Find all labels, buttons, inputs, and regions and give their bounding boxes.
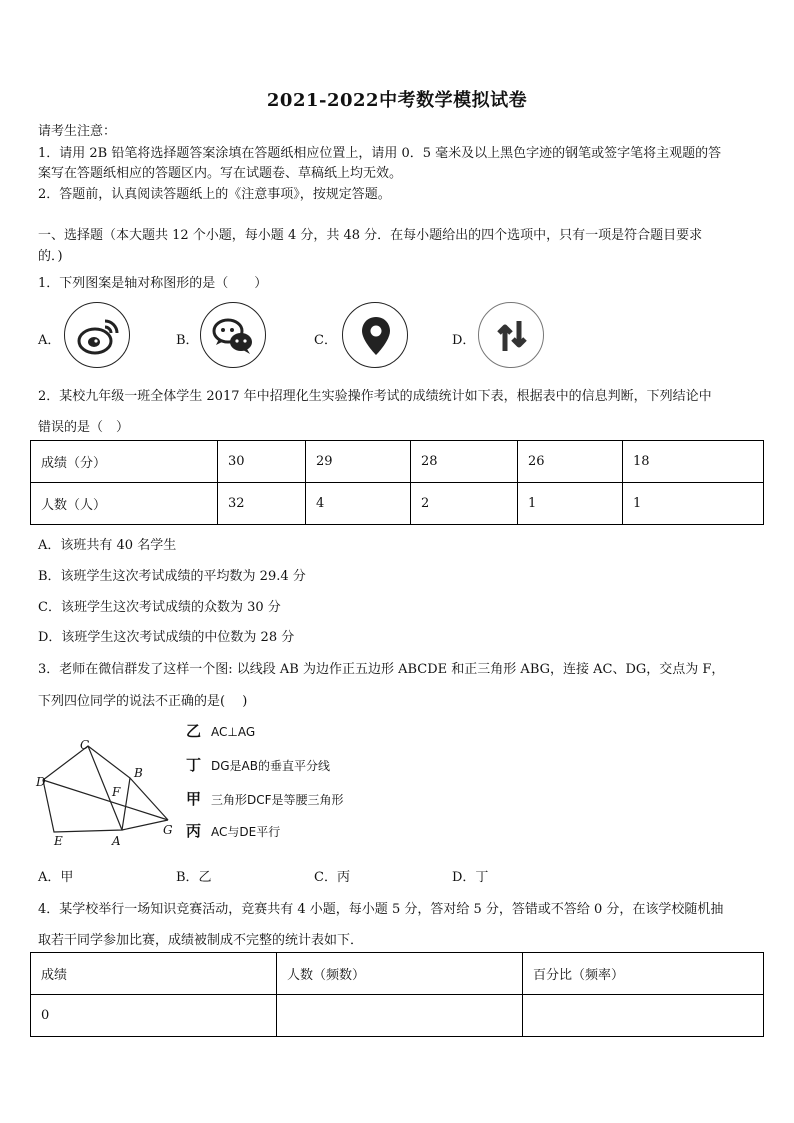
table-cell: 30 xyxy=(218,441,306,483)
table-cell: 29 xyxy=(306,441,411,483)
q2-option-a: A．该班共有 40 名学生 xyxy=(38,538,177,553)
q3-option-a: A．甲 xyxy=(38,870,74,885)
table-cell xyxy=(277,995,523,1037)
table-cell: 成绩（分） xyxy=(31,441,218,483)
statement-text: AC与DE平行 xyxy=(211,825,281,839)
notice-line-2: 2．答题前，认真阅读答题纸上的《注意事项》，按规定答题。 xyxy=(38,187,391,202)
table-cell: 4 xyxy=(306,483,411,525)
notice-line-1a: 1．请用 2B 铅笔将选择题答案涂填在答题纸相应位置上，请用 0．5 毫米及以上黑色字迹的钢笔或签字笔将主观题的答 xyxy=(38,146,722,161)
q2-score-table xyxy=(30,440,764,525)
statement-yi xyxy=(186,720,255,741)
student-name: 丁 xyxy=(186,756,202,774)
notice-heading: 请考生注意： xyxy=(38,124,117,139)
table-cell: 1 xyxy=(623,483,764,525)
statement-text: 三角形DCF是等腰三角形 xyxy=(211,793,344,807)
table-row xyxy=(31,995,764,1037)
vertex-label-d: D xyxy=(36,775,46,789)
statement-text: DG是AB的垂直平分线 xyxy=(211,759,330,773)
q2-option-c: C．该班学生这次考试成绩的众数为 30 分 xyxy=(38,600,281,615)
student-name: 丙 xyxy=(186,822,202,840)
section-heading-a: 一、选择题（本大题共 12 个小题，每小题 4 分，共 48 分．在每小题给出的四个选项中，只有一项是符合题目要求 xyxy=(38,228,703,243)
table-cell: 28 xyxy=(411,441,518,483)
table-cell: 百分比（频率） xyxy=(523,953,764,995)
q1-option-c-label: C． xyxy=(314,333,337,348)
table-cell: 人数（人） xyxy=(31,483,218,525)
q3-stem-a: 3．老师在微信群发了这样一个图: 以线段 AB 为边作正五边形 ABCDE 和正三角形 ABG，连接 AC、DG，交点为 F， xyxy=(38,662,725,677)
pentagon-figure xyxy=(30,730,190,855)
vertex-label-g: G xyxy=(163,823,173,837)
q3-stem-b: 下列四位同学的说法不正确的是( ) xyxy=(38,694,248,709)
point-label-f: F xyxy=(112,785,121,799)
q4-stem-a: 4．某学校举行一场知识竞赛活动，竞赛共有 4 小题，每小题 5 分，答对给 5 分，答错或不答给 0 分，在该学校随机抽 xyxy=(38,902,724,917)
q1-option-d-label: D． xyxy=(452,333,476,348)
table-cell: 2 xyxy=(411,483,518,525)
table-cell: 32 xyxy=(218,483,306,525)
q1-option-b-label: B． xyxy=(176,333,199,348)
location-pin-icon xyxy=(342,302,408,368)
vertex-label-a: A xyxy=(112,834,121,848)
student-name: 乙 xyxy=(186,722,202,740)
q1-stem: 1．下列图案是轴对称图形的是（ ） xyxy=(38,276,268,291)
table-row xyxy=(31,441,764,483)
statement-bing xyxy=(186,820,280,841)
statement-jia xyxy=(186,788,344,809)
q4-stem-b: 取若干同学参加比赛，成绩被制成不完整的统计表如下． xyxy=(38,933,364,948)
table-cell: 18 xyxy=(623,441,764,483)
table-row xyxy=(31,953,764,995)
statement-ding xyxy=(186,754,330,775)
q1-option-a-label: A． xyxy=(38,333,61,348)
vertex-label-c: C xyxy=(80,738,90,752)
table-cell: 26 xyxy=(518,441,623,483)
q3-option-c: C．丙 xyxy=(314,870,350,885)
q2-option-d: D．该班学生这次考试成绩的中位数为 28 分 xyxy=(38,630,295,645)
q2-stem-a: 2．某校九年级一班全体学生 2017 年中招理化生实验操作考试的成绩统计如下表，根据表中的信息判断，下列结论中 xyxy=(38,389,712,404)
table-cell xyxy=(523,995,764,1037)
vertex-label-b: B xyxy=(134,766,143,780)
wechat-icon xyxy=(200,302,266,368)
table-cell: 0 xyxy=(31,995,277,1037)
q2-stem-b: 错误的是（ ） xyxy=(38,420,130,435)
q3-option-d: D．丁 xyxy=(452,870,489,885)
weibo-icon xyxy=(64,302,130,368)
notice-line-1b: 案写在答题纸相应的答题区内。写在试题卷、草稿纸上均无效。 xyxy=(38,166,403,181)
vertex-label-e: E xyxy=(54,834,63,848)
section-heading-b: 的．) xyxy=(38,249,63,264)
q2-option-b: B．该班学生这次考试成绩的平均数为 29.4 分 xyxy=(38,569,306,584)
page-title: 2021-2022中考数学模拟试卷 xyxy=(266,90,528,111)
table-row xyxy=(31,483,764,525)
q3-option-b: B．乙 xyxy=(176,870,212,885)
table-cell: 人数（频数） xyxy=(277,953,523,995)
q4-stats-table xyxy=(30,952,764,1037)
student-name: 甲 xyxy=(186,790,202,808)
up-down-arrows-icon xyxy=(478,302,544,368)
table-cell: 成绩 xyxy=(31,953,277,995)
table-cell: 1 xyxy=(518,483,623,525)
statement-text: AC⊥AG xyxy=(211,725,256,739)
triangle-edge-ag xyxy=(122,820,168,830)
